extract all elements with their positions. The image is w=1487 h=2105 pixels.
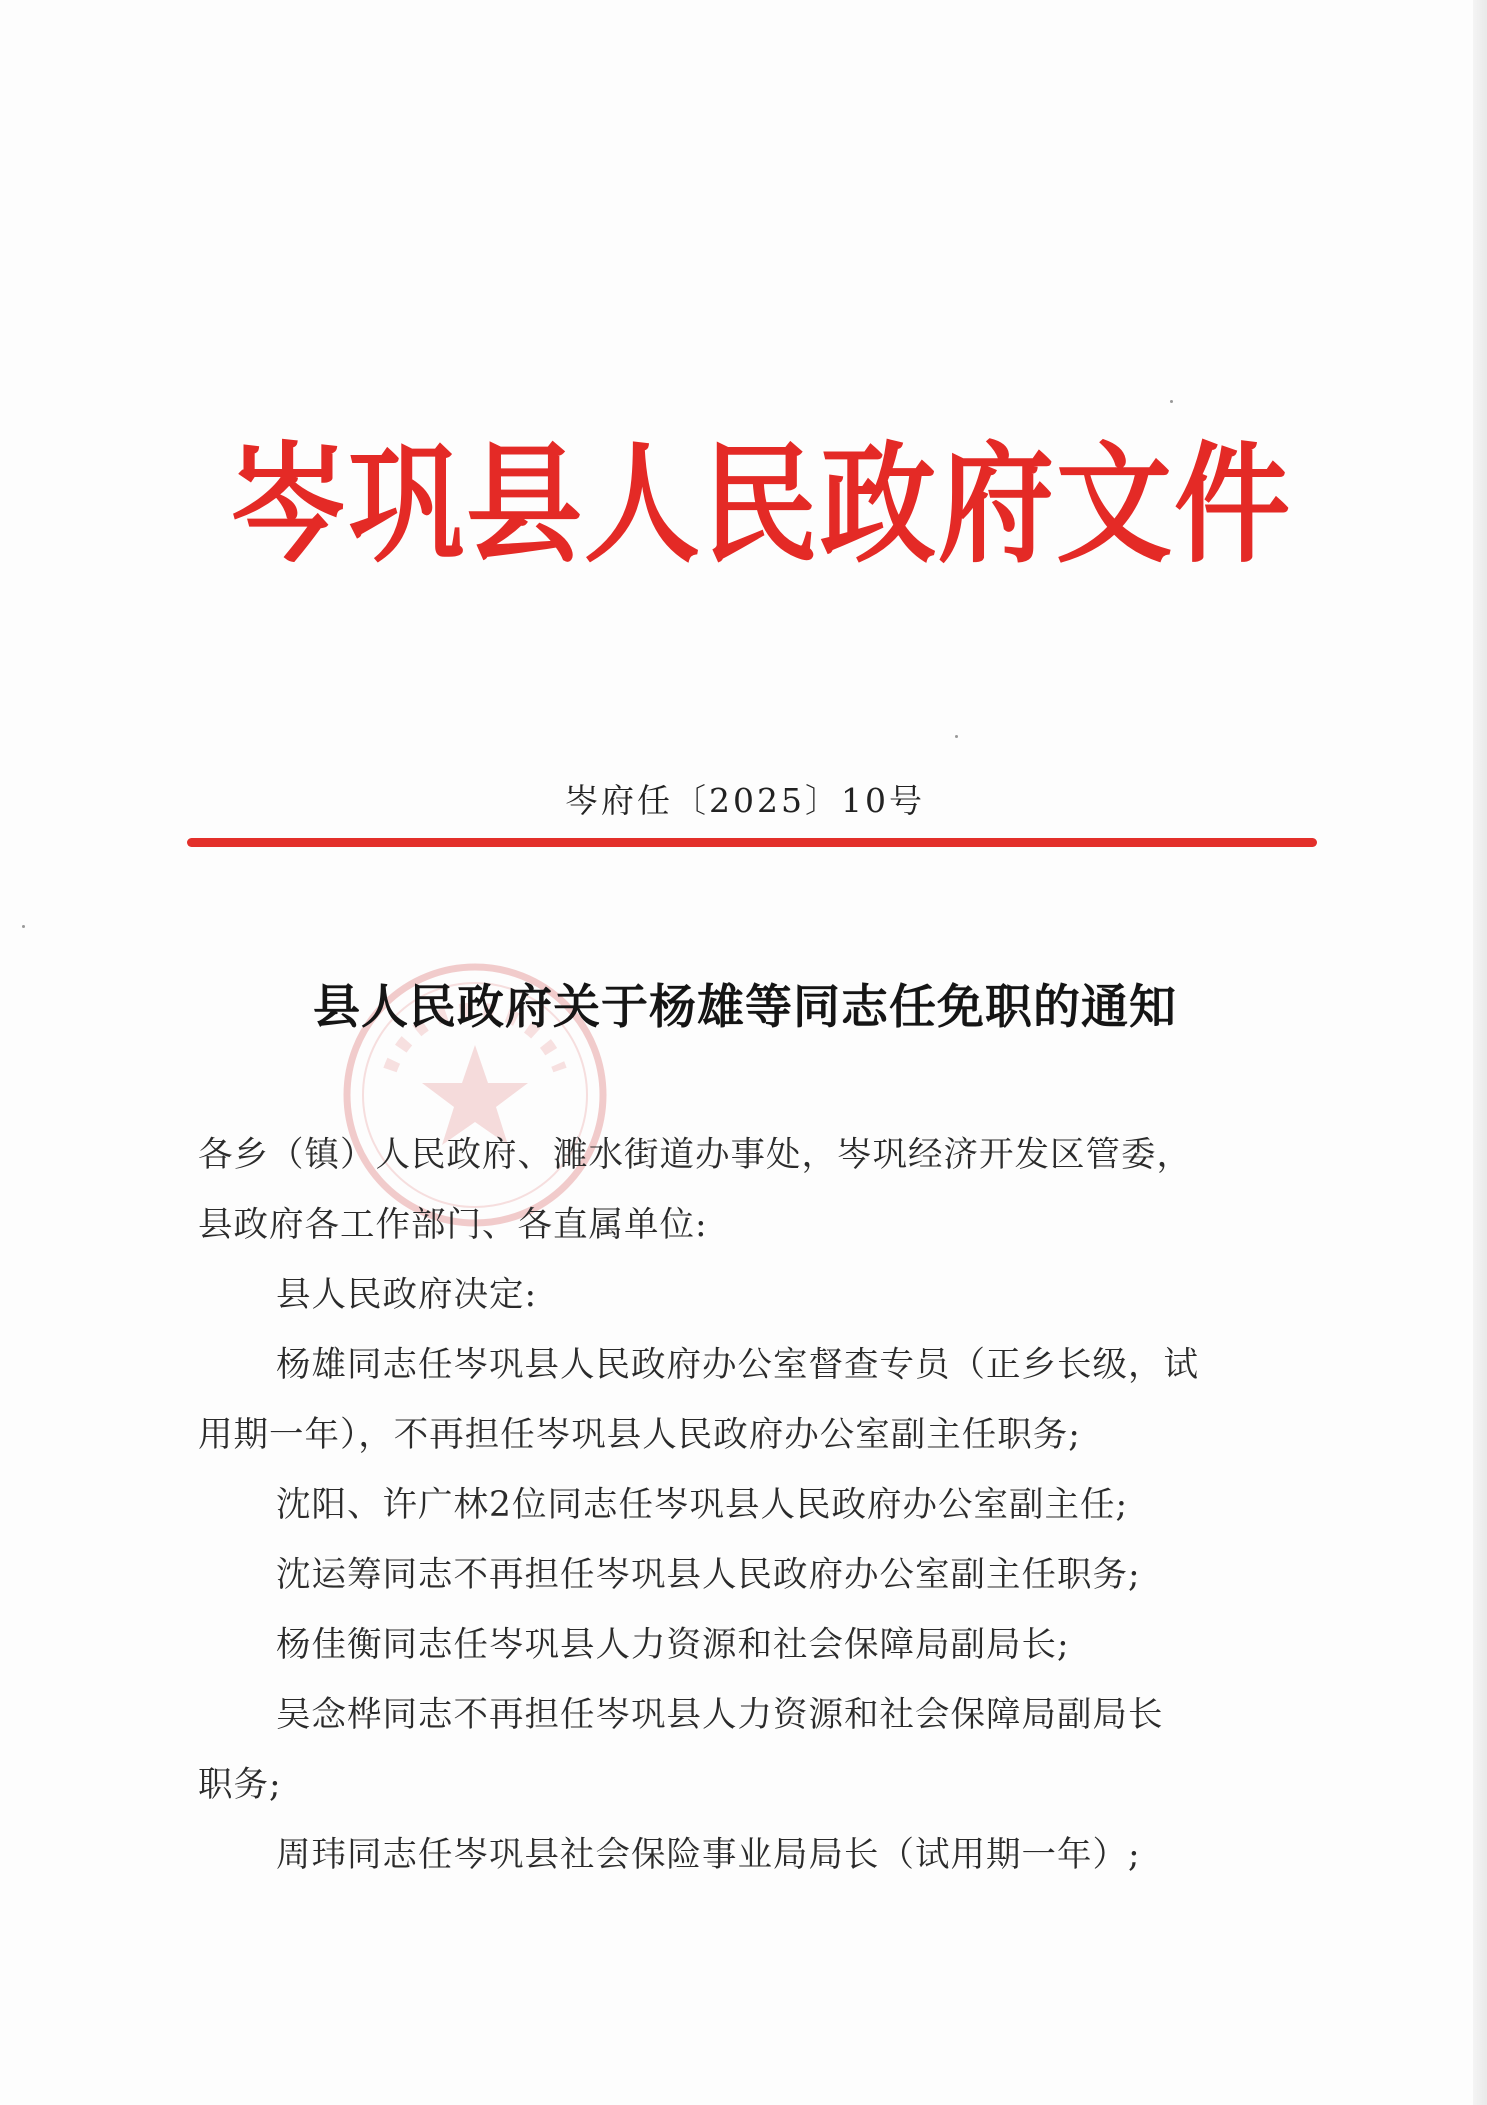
body-paragraph: 沈阳、许广林2位同志任岑巩县人民政府办公室副主任; xyxy=(276,1485,1129,1525)
page-edge-shadow xyxy=(1473,0,1487,2105)
body-paragraph: 沈运筹同志不再担任岑巩县人民政府办公室副主任职务; xyxy=(276,1555,1141,1595)
body-paragraph: 吴念桦同志不再担任岑巩县人力资源和社会保障局副局长 xyxy=(276,1695,1164,1735)
scan-speck xyxy=(955,735,958,738)
red-separator-line xyxy=(187,838,1317,847)
body-paragraph: 县人民政府决定: xyxy=(276,1275,538,1315)
scan-speck xyxy=(22,925,25,928)
notice-body xyxy=(198,1120,1298,1890)
document-number: 岑府任〔2025〕10号 xyxy=(565,781,925,820)
addressee-line: 县政府各工作部门、各直属单位: xyxy=(198,1205,708,1245)
body-paragraph: 杨雄同志任岑巩县人民政府办公室督查专员（正乡长级，试 xyxy=(276,1345,1199,1385)
body-paragraph: 杨佳衡同志任岑巩县人力资源和社会保障局副局长; xyxy=(276,1625,1070,1665)
body-paragraph-continuation: 用期一年），不再担任岑巩县人民政府办公室副主任职务; xyxy=(198,1415,1081,1455)
scan-speck xyxy=(1170,400,1173,403)
masthead-title: 岑巩县人民政府文件 xyxy=(230,428,1292,582)
body-paragraph-continuation: 职务; xyxy=(198,1765,282,1805)
addressee-line: 各乡（镇）人民政府、濉水街道办事处，岑巩经济开发区管委， xyxy=(198,1135,1192,1175)
notice-title: 县人民政府关于杨雄等同志任免职的通知 xyxy=(313,980,1177,1035)
body-paragraph: 周玮同志任岑巩县社会保险事业局局长（试用期一年）; xyxy=(276,1835,1141,1875)
